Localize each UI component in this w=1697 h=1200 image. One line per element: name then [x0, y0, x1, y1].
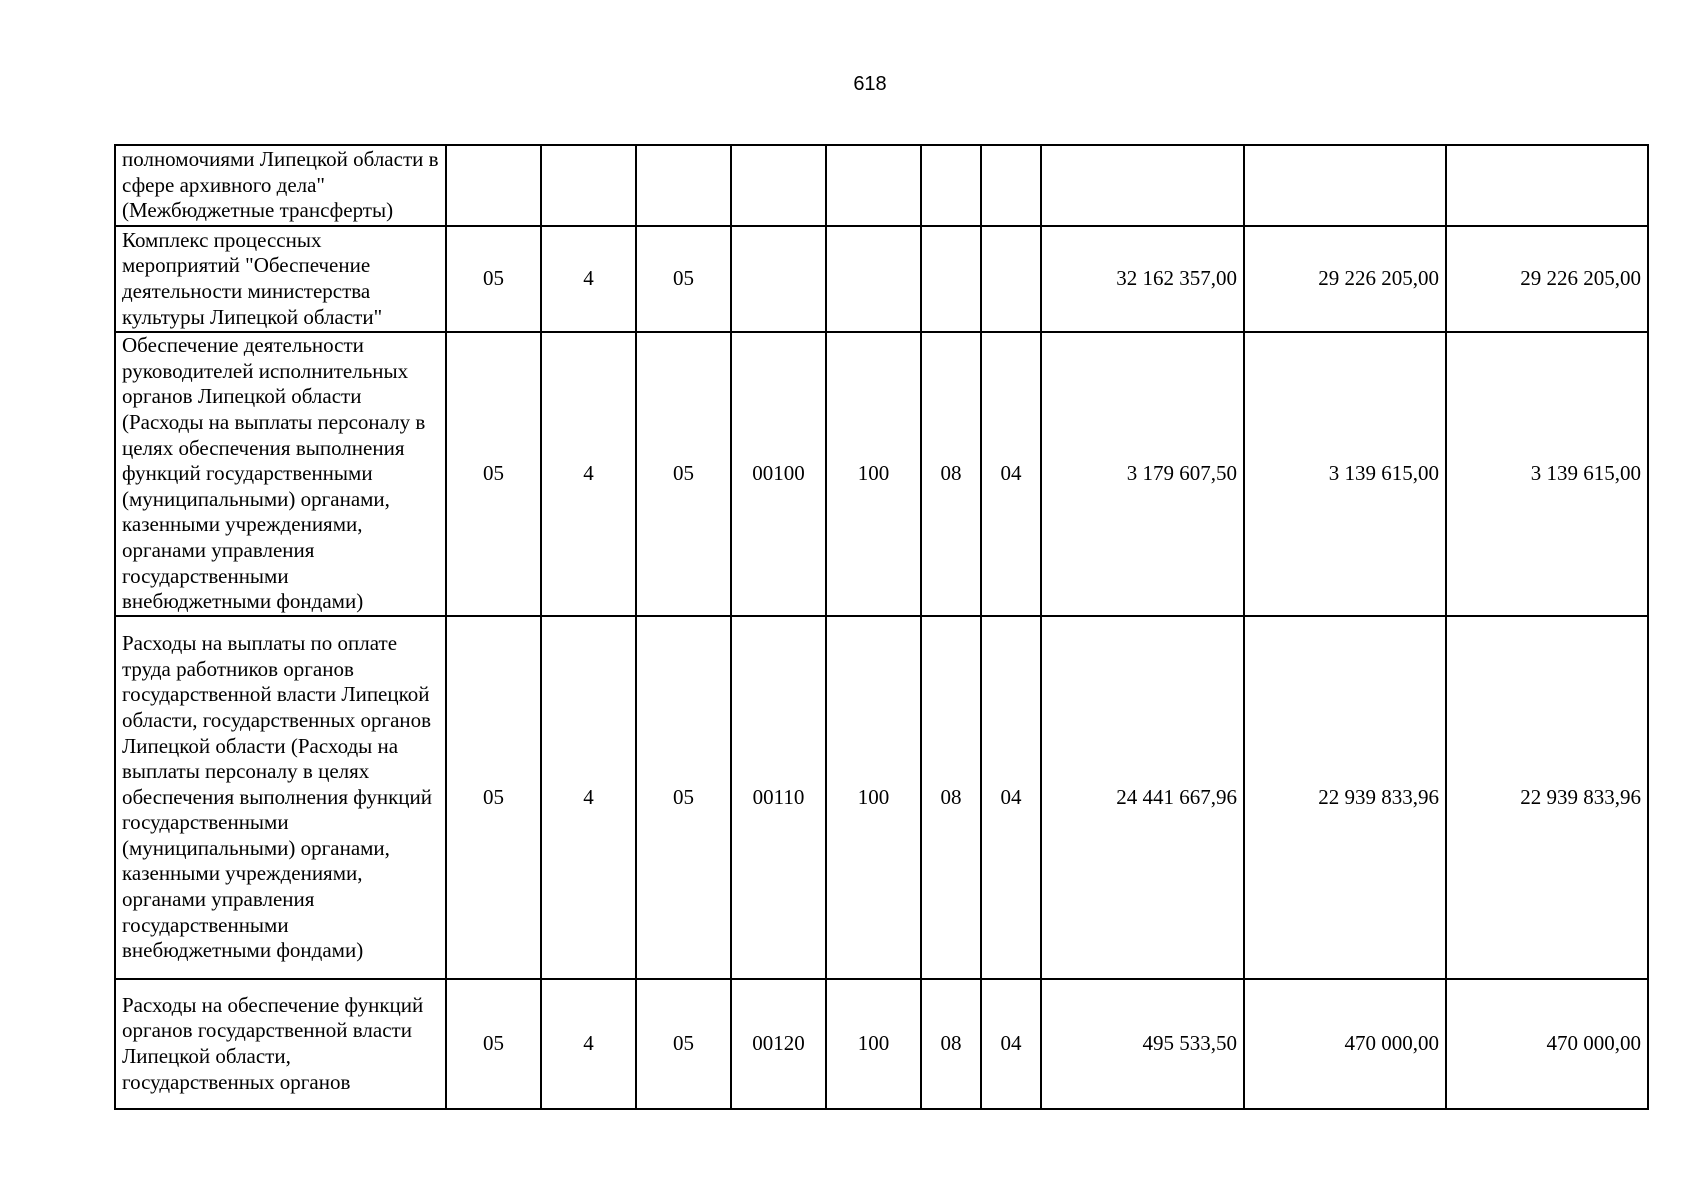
- amount-year-3: [1446, 145, 1648, 226]
- amount-year-1: [1041, 145, 1244, 226]
- program-code: 05: [446, 332, 541, 616]
- subsection-code: 04: [981, 332, 1041, 616]
- amount-year-1: 24 441 667,96: [1041, 616, 1244, 979]
- expense-type-code: 100: [826, 979, 921, 1109]
- subprogram-code: [636, 145, 731, 226]
- row-description: полномочиями Липецкой области в сфере архивного дела" (Межбюджетные трансферты): [115, 145, 446, 226]
- program-type-code: 4: [541, 979, 636, 1109]
- amount-year-2: 470 000,00: [1244, 979, 1446, 1109]
- section-code: [921, 226, 981, 332]
- subsection-code: 04: [981, 979, 1041, 1109]
- subsection-code: [981, 226, 1041, 332]
- amount-year-2: 29 226 205,00: [1244, 226, 1446, 332]
- subsection-code: 04: [981, 616, 1041, 979]
- row-description: Расходы на обеспечение функций органов государственной власти Липецкой области, государственных органов: [115, 979, 446, 1109]
- section-code: 08: [921, 979, 981, 1109]
- amount-year-1: 495 533,50: [1041, 979, 1244, 1109]
- program-type-code: 4: [541, 226, 636, 332]
- amount-year-1: 32 162 357,00: [1041, 226, 1244, 332]
- direction-code: 00110: [731, 616, 826, 979]
- expense-type-code: [826, 145, 921, 226]
- direction-code: [731, 226, 826, 332]
- program-type-code: [541, 145, 636, 226]
- amount-year-3: 29 226 205,00: [1446, 226, 1648, 332]
- program-code: [446, 145, 541, 226]
- direction-code: [731, 145, 826, 226]
- table-row: [115, 979, 1648, 1109]
- section-code: [921, 145, 981, 226]
- program-code: 05: [446, 226, 541, 332]
- section-code: 08: [921, 332, 981, 616]
- subprogram-code: 05: [636, 332, 731, 616]
- expense-type-code: [826, 226, 921, 332]
- expense-type-code: 100: [826, 616, 921, 979]
- subprogram-code: 05: [636, 226, 731, 332]
- amount-year-1: 3 179 607,50: [1041, 332, 1244, 616]
- table-row: [115, 616, 1648, 979]
- expense-type-code: 100: [826, 332, 921, 616]
- row-description: Комплекс процессных мероприятий "Обеспечение деятельности министерства культуры Липецкой области": [115, 226, 446, 332]
- table-row: [115, 145, 1648, 226]
- program-code: 05: [446, 616, 541, 979]
- amount-year-3: 3 139 615,00: [1446, 332, 1648, 616]
- program-code: 05: [446, 979, 541, 1109]
- table-row: [115, 226, 1648, 332]
- budget-table: [114, 144, 1649, 1110]
- amount-year-3: 470 000,00: [1446, 979, 1648, 1109]
- program-type-code: 4: [541, 332, 636, 616]
- amount-year-3: 22 939 833,96: [1446, 616, 1648, 979]
- subprogram-code: 05: [636, 979, 731, 1109]
- page-number: 618: [853, 73, 887, 95]
- row-description: Расходы на выплаты по оплате труда работников органов государственной власти Липецкой области, государственных органов Липецкой области (Расходы на выплаты персоналу в целях обеспечения выполнения функций государственными (муниципальными) органами, казенными учреждениями, органами управления государственными внебюджетными фондами): [115, 616, 446, 979]
- subprogram-code: 05: [636, 616, 731, 979]
- program-type-code: 4: [541, 616, 636, 979]
- subsection-code: [981, 145, 1041, 226]
- direction-code: 00100: [731, 332, 826, 616]
- table-row: [115, 332, 1648, 616]
- amount-year-2: 22 939 833,96: [1244, 616, 1446, 979]
- section-code: 08: [921, 616, 981, 979]
- row-description: Обеспечение деятельности руководителей исполнительных органов Липецкой области (Расходы на выплаты персоналу в целях обеспечения выполнения функций государственными (муниципальными) органами, казенными учреждениями, органами управления государственными внебюджетными фондами): [115, 332, 446, 616]
- direction-code: 00120: [731, 979, 826, 1109]
- amount-year-2: [1244, 145, 1446, 226]
- amount-year-2: 3 139 615,00: [1244, 332, 1446, 616]
